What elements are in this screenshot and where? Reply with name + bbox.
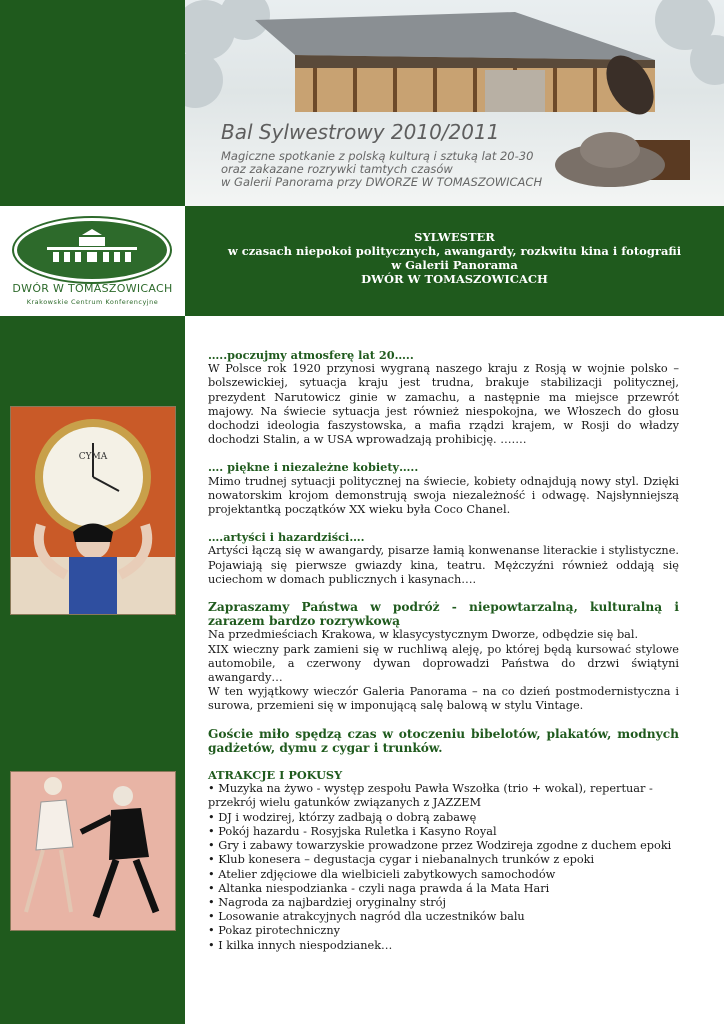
- event-banner: [185, 206, 724, 316]
- hero-subtitle-line: oraz zakazane rozrywki tamtych czasów: [221, 162, 453, 176]
- hero-subtitle-line: w Galerii Panorama przy DWORZE W TOMASZOWICACH: [221, 175, 543, 189]
- woman-clock-illustration: [10, 406, 176, 615]
- list-item: • Losowanie atrakcyjnych nagród dla uczestników balu: [208, 910, 525, 924]
- section-body: Mimo trudnej sytuacji politycznej na świecie, kobiety odnajdują nowy styl. Dzięki nowatorskim krojom demonstrują swoja niezależność i odwagę. Najsłynniejszą projektantką początków XX wieku była Coco Chanel.: [208, 474, 679, 517]
- dancing-couple-illustration: [10, 771, 176, 931]
- hero-subtitle-line: Magiczne spotkanie z polską kulturą i sztuką lat 20-30: [221, 149, 534, 163]
- main-content: [208, 348, 679, 953]
- list-item: • Muzyka na żywo - występ zespołu Pawła Wszołka (trio + wokal), repertuar - przekrój wielu gatunków związanych z JAZZEM: [208, 782, 653, 810]
- list-item: • Pokaz pirotechniczny: [208, 924, 341, 938]
- invite-paragraph: W ten wyjątkowy wieczór Galeria Panorama – na co dzień postmodernistyczna i surowa, przemieni się w imponującą salę balową w stylu Vintage.: [208, 685, 679, 713]
- list-item: • Nagroda za najbardziej oryginalny strój: [208, 895, 446, 909]
- logo-name: DWÓR W TOMASZOWICACH: [12, 282, 173, 295]
- invite-paragraph: Na przedmieściach Krakowa, w klasycystycznym Dworze, odbędzie się bal.: [208, 628, 639, 642]
- section-body: W Polsce rok 1920 przynosi wygraną naszego kraju z Rosją w wojnie polsko – bolszewickiej, sytuacja kraju jest trudna, brakuje stabilizacji politycznej, prezydent Narutowicz ginie w zamachu, a następnie ma miejsce przewrót majowy. Na świecie sytuacja jest również niespokojna, we Włoszech do głosu dochodzi ideologia faszystowska, a mafia rządzi krajem, w Rosji do władzy dochodzi Stalin, a w USA wprowadzają prohibicję. …….: [208, 362, 679, 447]
- banner-line: w czasach niepokoi politycznych, awangardy, rozkwitu kina i fotografii: [227, 244, 682, 258]
- list-item: • Gry i zabawy towarzyskie prowadzone przez Wodzireja zgodne z duchem epoki: [208, 839, 672, 853]
- attractions-heading: ATRAKCJE I POKUSY: [208, 768, 343, 783]
- clock-brand: CYMA: [78, 452, 108, 462]
- hero-banner: [185, 0, 724, 206]
- banner-line: w Galerii Panorama: [391, 258, 518, 272]
- section-body: Artyści łączą się w awangardy, pisarze łamią konwenanse literackie i stylistyczne. Pojawiają się pierwsze gwiazdy kina, teatru. Mężczyźni również oddają się uciechom w domach publicznych i kasynach….: [208, 544, 679, 586]
- hero-subtitle: [221, 150, 581, 189]
- guests-heading: Goście miło spędzą czas w otoczeniu bibelotów, plakatów, modnych gadżetów, dymu z cygar i trunków.: [208, 726, 679, 755]
- logo-tagline: Krakowskie Centrum Konferencyjne: [26, 298, 159, 306]
- section-heading: ….artyści i hazardziści….: [208, 530, 365, 545]
- list-item: • Pokój hazardu - Rosyjska Ruletka i Kasyno Royal: [208, 824, 497, 838]
- invite-paragraph: XIX wieczny park zamieni się w ruchliwą aleję, po której będą kursować stylowe automobile, a czerwony dywan doprowadzi Państwa do drzwi świątyni awangardy…: [208, 642, 679, 685]
- invite-heading: Zapraszamy Państwa w podróż - niepowtarzalną, kulturalną i zarazem bardzo rozrywkową: [208, 600, 679, 629]
- banner-line: DWÓR W TOMASZOWICACH: [361, 272, 548, 286]
- list-item: • DJ i wodzirej, którzy zadbają o dobrą zabawę: [208, 810, 477, 824]
- list-item: • Altanka niespodzianka - czyli naga prawda á la Mata Hari: [208, 881, 550, 895]
- list-item: • Klub konesera – degustacja cygar i niebanalnych trunków z epoki: [208, 853, 595, 867]
- banner-line: SYLWESTER: [414, 230, 495, 244]
- manor-icon: [14, 218, 170, 282]
- hero-title: Bal Sylwestrowy 2010/2011: [221, 120, 500, 144]
- list-item: • I kilka innych niespodzianek…: [208, 938, 393, 952]
- list-item: • Atelier zdjęciowe dla wielbicieli zabytkowych samochodów: [208, 867, 556, 881]
- section-heading: …. piękne i niezależne kobiety…..: [208, 460, 419, 475]
- section-heading: …..poczujmy atmosferę lat 20…..: [208, 348, 414, 362]
- logo: [0, 206, 185, 316]
